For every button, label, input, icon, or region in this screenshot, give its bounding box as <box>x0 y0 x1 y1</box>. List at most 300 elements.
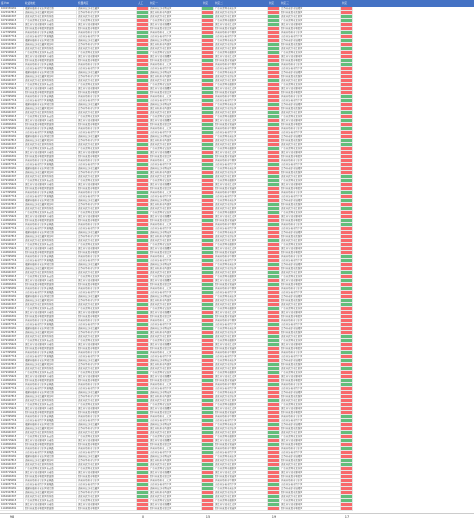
data-cell[interactable]: 浙江省宁波市鄞州区 <box>280 55 341 59</box>
data-cell[interactable]: 广东省深圳市龙岗区布吉街 <box>24 83 77 87</box>
data-cell[interactable]: 湖南省长沙市雨花区 <box>149 359 202 363</box>
data-cell[interactable]: 湖南省长沙市雨花区 <box>149 327 202 331</box>
data-cell[interactable]: 广东省深圳市宝安区 <box>149 19 202 23</box>
data-cell[interactable]: 河南省郑州市金水区花园路 <box>24 223 77 227</box>
data-cell[interactable]: 四川省成都市郫都区 <box>77 91 137 95</box>
data-cell[interactable]: 1104826391 <box>0 507 24 511</box>
data-cell[interactable]: 1062941507 <box>0 239 24 243</box>
data-cell[interactable]: 1062941507 <box>0 335 24 339</box>
data-cell[interactable]: 浙江省宁波市鄞州区首南街 <box>24 215 77 219</box>
data-cell[interactable]: 河南省郑州市二七区 <box>149 127 202 131</box>
data-cell[interactable]: 江苏省南京市鼓楼区 <box>280 327 341 331</box>
data-cell[interactable]: 1025347813 <box>0 235 24 239</box>
data-cell[interactable]: 湖南省长沙市岳麓区 <box>77 263 137 267</box>
data-cell[interactable]: 广东省深圳市南山区 <box>214 327 268 331</box>
data-cell[interactable]: 四川省成都市温江区 <box>149 507 202 511</box>
data-cell[interactable]: 1002339181 <box>0 103 24 107</box>
data-cell[interactable]: 广东省深圳市龙岗区 <box>77 179 137 183</box>
data-cell[interactable]: 山东省济南市历下区 <box>77 259 137 263</box>
data-cell[interactable]: 山东省济南市历下区泉城路 <box>24 259 77 263</box>
data-cell[interactable]: 湖北省武汉市江夏区纸坊街 <box>24 143 77 147</box>
status-cell[interactable] <box>268 507 280 511</box>
data-cell[interactable]: 浙江省宁波市鄞州区首南街 <box>24 87 77 91</box>
data-cell[interactable]: 四川省成都市武侯区 <box>280 235 341 239</box>
data-cell[interactable]: 广东省深圳市宝安区 <box>149 467 202 471</box>
data-cell[interactable]: 湖南省长沙市岳麓区 <box>77 71 137 75</box>
data-cell[interactable]: 1093715624 <box>0 407 24 411</box>
data-cell[interactable]: 四川省成都市郫都区犀浦镇 <box>24 155 77 159</box>
data-cell[interactable]: 浙江省宁波市鄞州区 <box>77 215 137 219</box>
data-cell[interactable]: 湖南省长沙市岳麓区观沙岭 <box>24 395 77 399</box>
data-cell[interactable]: 四川省成都市郫都区犀浦镇 <box>24 475 77 479</box>
data-cell[interactable]: 河南省郑州市中原区 <box>214 415 268 419</box>
data-cell[interactable]: 广东省深圳市龙岗区 <box>77 371 137 375</box>
data-cell[interactable]: 浙江省宁波市鄞州区首南街 <box>24 407 77 411</box>
data-cell[interactable]: 四川省成都市双流区 <box>214 59 268 63</box>
data-cell[interactable]: 1093715624 <box>0 471 24 475</box>
data-cell[interactable]: 湖南省长沙市雨花区 <box>149 167 202 171</box>
data-cell[interactable]: 浙江省宁波市鄞州区首南街 <box>24 23 77 27</box>
data-cell[interactable]: 山东省济南市历下区 <box>280 387 341 391</box>
data-cell[interactable]: 湖南省长沙市雨花区 <box>149 423 202 427</box>
data-cell[interactable]: 山东省济南市历下区 <box>280 227 341 231</box>
data-cell[interactable]: 四川省成都市温江区 <box>149 123 202 127</box>
data-cell[interactable]: 广东省深圳市龙岗区 <box>280 371 341 375</box>
data-cell[interactable]: 四川省成都市武侯区 <box>280 331 341 335</box>
data-cell[interactable]: 1127395082 <box>0 31 24 35</box>
data-cell[interactable]: 湖南省长沙市岳麓区观沙岭 <box>24 299 77 303</box>
data-cell[interactable]: 江苏省苏州市吴中区 <box>77 235 137 239</box>
data-cell[interactable]: 广东省深圳市龙岗区 <box>280 403 341 407</box>
data-cell[interactable]: 浙江省宁波市江北区 <box>214 311 268 315</box>
data-cell[interactable]: 河南省郑州市金水区 <box>280 383 341 387</box>
data-cell[interactable]: 浙江省宁波市海曙区 <box>149 183 202 187</box>
data-cell[interactable]: 湖北省武汉市江夏区 <box>280 495 341 499</box>
data-cell[interactable]: 广东省深圳市福田区 <box>214 275 268 279</box>
data-cell[interactable]: 1127395082 <box>0 159 24 163</box>
data-cell[interactable]: 河南省郑州市金水区 <box>280 287 341 291</box>
data-cell[interactable]: 广东省深圳市龙岗区 <box>280 307 341 311</box>
data-cell[interactable]: 河南省郑州市二七区 <box>149 319 202 323</box>
data-cell[interactable]: 山东省济南市历下区 <box>214 131 268 135</box>
data-cell[interactable]: 河南省郑州市金水区 <box>280 95 341 99</box>
data-cell[interactable]: 河南省郑州市二七区 <box>149 63 202 67</box>
data-cell[interactable]: 江苏省南京市鼓楼区 <box>280 199 341 203</box>
data-cell[interactable]: 福建省福州市仓山区城门镇 <box>24 199 77 203</box>
data-cell[interactable]: 广东省深圳市南山区 <box>214 295 268 299</box>
data-cell[interactable]: 广东省深圳市福田区 <box>214 499 268 503</box>
data-cell[interactable]: 四川省成都市郫都区 <box>280 379 341 383</box>
data-cell[interactable]: 湖北省武汉市江夏区 <box>280 463 341 467</box>
data-cell[interactable]: 1093715624 <box>0 503 24 507</box>
data-cell[interactable]: 浙江省宁波市鄞州区 <box>280 119 341 123</box>
data-cell[interactable]: 浙江省宁波市鄞州区首南街 <box>24 119 77 123</box>
data-cell[interactable]: 1079348215 <box>0 243 24 247</box>
data-cell[interactable]: 湖南省长沙市岳麓区 <box>77 7 137 11</box>
data-cell[interactable]: 湖南省长沙市雨花区 <box>149 391 202 395</box>
data-cell[interactable]: 福建省福州市仓山区城门镇 <box>24 7 77 11</box>
data-cell[interactable]: 河南省郑州市二七区 <box>149 191 202 195</box>
data-cell[interactable]: 1093715624 <box>0 55 24 59</box>
data-cell[interactable]: 湖南省长沙市岳麓区 <box>77 167 137 171</box>
data-cell[interactable]: 湖北省武汉市江夏区 <box>149 175 202 179</box>
data-cell[interactable]: 湖北省武汉市江夏区 <box>280 431 341 435</box>
data-cell[interactable]: 四川省成都市郫都区 <box>280 59 341 63</box>
data-cell[interactable]: 四川省成都市郫都区 <box>77 251 137 255</box>
data-cell[interactable]: 四川省成都市双流区 <box>214 123 268 127</box>
data-cell[interactable]: 广东省深圳市龙岗区布吉街 <box>24 435 77 439</box>
data-cell[interactable]: 河南省郑州市金水区 <box>280 159 341 163</box>
data-cell[interactable]: 1149037716 <box>0 131 24 135</box>
data-cell[interactable]: 湖南省长沙市岳麓区观沙岭 <box>24 235 77 239</box>
data-cell[interactable]: 河南省郑州市金水区花园路 <box>24 191 77 195</box>
data-cell[interactable]: 湖南省长沙市雨花区 <box>149 103 202 107</box>
data-cell[interactable]: 河南省郑州市金水区 <box>280 479 341 483</box>
data-cell[interactable]: 浙江省宁波市鄞州区 <box>280 311 341 315</box>
data-cell[interactable]: 1127395082 <box>0 191 24 195</box>
data-cell[interactable]: 河南省郑州市中原区 <box>214 447 268 451</box>
data-cell[interactable]: 湖北省武汉市江夏区 <box>214 335 268 339</box>
data-cell[interactable]: 四川省成都市郫都区犀浦镇 <box>24 443 77 447</box>
data-cell[interactable]: 浙江省宁波市鄞州区首南街 <box>24 279 77 283</box>
data-cell[interactable]: 四川省成都市双流区 <box>214 347 268 351</box>
data-cell[interactable]: 1104826391 <box>0 59 24 63</box>
data-cell[interactable]: 江苏省南京市鼓楼区 <box>280 231 341 235</box>
data-cell[interactable]: 浙江省宁波市鄞州区 <box>280 407 341 411</box>
data-cell[interactable]: 浙江省宁波市海曙区 <box>149 215 202 219</box>
data-cell[interactable]: 山东省济南市历下区泉城路 <box>24 419 77 423</box>
data-cell[interactable]: 浙江省宁波市海曙区 <box>149 343 202 347</box>
data-cell[interactable]: 湖北省武汉市江夏区 <box>214 111 268 115</box>
data-cell[interactable]: 浙江省宁波市鄞州区 <box>77 279 137 283</box>
data-cell[interactable]: 湖南省长沙市岳麓区观沙岭 <box>24 203 77 207</box>
data-cell[interactable]: 四川省成都市武侯区 <box>280 43 341 47</box>
data-cell[interactable]: 河南省郑州市金水区花园路 <box>24 127 77 131</box>
data-cell[interactable]: 广东省深圳市福田区 <box>214 307 268 311</box>
data-cell[interactable]: 河南省郑州市金水区 <box>280 127 341 131</box>
data-cell[interactable]: 福建省福州市仓山区城门镇 <box>24 167 77 171</box>
data-cell[interactable]: 湖南省长沙市岳麓区观沙岭 <box>24 11 77 15</box>
data-cell[interactable]: 江苏省苏州市吴中区 <box>77 363 137 367</box>
data-cell[interactable]: 山东省济南市历下区 <box>77 419 137 423</box>
data-cell[interactable]: 湖北省武汉市江夏区 <box>280 47 341 51</box>
data-cell[interactable]: 四川省成都市郫都区 <box>280 219 341 223</box>
data-cell[interactable]: 1062941507 <box>0 463 24 467</box>
data-cell[interactable]: 四川省成都市双流区 <box>214 155 268 159</box>
header-cell[interactable]: 判定 <box>203 2 209 5</box>
data-cell[interactable]: 湖北省武汉市江夏区纸坊街 <box>24 335 77 339</box>
data-cell[interactable]: 四川省成都市武侯区 <box>280 203 341 207</box>
data-cell[interactable]: 1093715624 <box>0 215 24 219</box>
data-cell[interactable]: 1104826391 <box>0 91 24 95</box>
data-cell[interactable]: 山东省济南市历下区 <box>149 195 202 199</box>
data-cell[interactable]: 湖北省武汉市江夏区 <box>214 463 268 467</box>
data-cell[interactable]: 河南省郑州市金水区 <box>77 383 137 387</box>
data-cell[interactable]: 湖北省武汉市江夏区纸坊街 <box>24 495 77 499</box>
data-cell[interactable]: 河南省郑州市金水区 <box>280 447 341 451</box>
data-cell[interactable]: 广东省深圳市宝安区 <box>149 435 202 439</box>
data-cell[interactable]: 四川省成都市郫都区犀浦镇 <box>24 187 77 191</box>
data-cell[interactable]: 山东省济南市历下区 <box>77 195 137 199</box>
data-cell[interactable]: 江苏省苏州市吴中区 <box>77 331 137 335</box>
data-cell[interactable]: 广东省深圳市龙岗区 <box>280 339 341 343</box>
data-cell[interactable]: 四川省成都市武侯区 <box>280 459 341 463</box>
data-cell[interactable]: 广东省深圳市龙岗区 <box>280 211 341 215</box>
data-cell[interactable]: 1079348215 <box>0 371 24 375</box>
data-cell[interactable]: 1149037716 <box>0 291 24 295</box>
data-cell[interactable]: 江苏省南京市鼓楼区 <box>280 423 341 427</box>
data-cell[interactable]: 广东省深圳市龙岗区布吉街 <box>24 403 77 407</box>
data-cell[interactable]: 山东省济南市历下区 <box>77 163 137 167</box>
data-cell[interactable]: 浙江省宁波市鄞州区 <box>77 471 137 475</box>
data-cell[interactable]: 广东省深圳市龙岗区布吉街 <box>24 211 77 215</box>
data-cell[interactable]: 湖南省长沙市岳麓区 <box>77 391 137 395</box>
data-cell[interactable]: 四川省成都市郫都区犀浦镇 <box>24 507 77 511</box>
data-cell[interactable]: 四川省成都市郫都区犀浦镇 <box>24 283 77 287</box>
data-cell[interactable]: 1079348215 <box>0 403 24 407</box>
data-cell[interactable]: 四川省成都市温江区 <box>149 155 202 159</box>
data-cell[interactable]: 湖北省武汉市江夏区 <box>214 367 268 371</box>
data-cell[interactable]: 四川省成都市双流区 <box>214 507 268 511</box>
data-cell[interactable]: 浙江省宁波市鄞州区 <box>77 311 137 315</box>
data-cell[interactable]: 1002339181 <box>0 359 24 363</box>
data-cell[interactable]: 山东省济南市历下区泉城路 <box>24 387 77 391</box>
data-cell[interactable]: 四川省成都市武侯区 <box>280 267 341 271</box>
data-cell[interactable]: 四川省成都市郫都区 <box>77 59 137 63</box>
data-cell[interactable]: 山东省济南市历下区泉城路 <box>24 451 77 455</box>
data-cell[interactable]: 浙江省宁波市江北区 <box>214 55 268 59</box>
data-cell[interactable]: 四川省成都市郫都区 <box>77 347 137 351</box>
data-cell[interactable]: 湖南省长沙市岳麓区 <box>77 295 137 299</box>
data-cell[interactable]: 河南省郑州市中原区 <box>214 479 268 483</box>
data-cell[interactable]: 四川省成都市郫都区犀浦镇 <box>24 347 77 351</box>
data-cell[interactable]: 浙江省杭州市西湖区 <box>149 11 202 15</box>
data-cell[interactable]: 四川省成都市双流区 <box>214 219 268 223</box>
data-cell[interactable]: 四川省成都市双流区 <box>214 91 268 95</box>
data-cell[interactable]: 山东省济南市历下区 <box>280 323 341 327</box>
data-cell[interactable]: 河南省郑州市中原区 <box>214 255 268 259</box>
data-cell[interactable]: 湖南省长沙市雨花区 <box>149 39 202 43</box>
data-cell[interactable]: 1104826391 <box>0 155 24 159</box>
data-cell[interactable]: 山东省济南市历下区 <box>280 451 341 455</box>
data-cell[interactable]: 湖北省武汉市洪山区 <box>214 331 268 335</box>
data-cell[interactable]: 江苏省南京市鼓楼区 <box>280 487 341 491</box>
data-cell[interactable]: 湖北省武汉市江夏区 <box>214 79 268 83</box>
data-cell[interactable]: 福建省福州市仓山区城门镇 <box>24 39 77 43</box>
data-cell[interactable]: 湖南省长沙市雨花区 <box>149 7 202 11</box>
data-cell[interactable]: 浙江省宁波市鄞州区 <box>77 151 137 155</box>
data-cell[interactable]: 河南省郑州市金水区 <box>77 319 137 323</box>
data-cell[interactable]: 广东省深圳市南山区 <box>214 135 268 139</box>
data-cell[interactable]: 湖南省长沙市岳麓区 <box>77 231 137 235</box>
data-cell[interactable]: 广东省深圳市龙岗区 <box>77 467 137 471</box>
status-cell[interactable] <box>202 507 214 511</box>
data-cell[interactable]: 1104826391 <box>0 379 24 383</box>
data-cell[interactable]: 广东省深圳市宝安区 <box>149 371 202 375</box>
data-cell[interactable]: 江苏省南京市鼓楼区 <box>280 263 341 267</box>
data-cell[interactable]: 浙江省杭州市西湖区 <box>149 363 202 367</box>
data-cell[interactable]: 1127395082 <box>0 255 24 259</box>
data-cell[interactable]: 河南省郑州市金水区花园路 <box>24 415 77 419</box>
data-cell[interactable]: 福建省福州市仓山区城门镇 <box>24 295 77 299</box>
data-cell[interactable]: 湖北省武汉市江夏区纸坊街 <box>24 367 77 371</box>
data-cell[interactable]: 浙江省宁波市鄞州区 <box>77 343 137 347</box>
data-cell[interactable]: 浙江省杭州市西湖区 <box>149 427 202 431</box>
data-cell[interactable]: 四川省成都市郫都区 <box>77 379 137 383</box>
data-cell[interactable]: 湖南省长沙市岳麓区 <box>77 135 137 139</box>
data-cell[interactable]: 江苏省苏州市吴中区 <box>77 171 137 175</box>
data-cell[interactable]: 湖北省武汉市江夏区 <box>77 335 137 339</box>
data-cell[interactable]: 河南省郑州市金水区花园路 <box>24 31 77 35</box>
data-cell[interactable]: 1127395082 <box>0 319 24 323</box>
data-cell[interactable]: 四川省成都市温江区 <box>149 219 202 223</box>
data-cell[interactable]: 江苏省苏州市吴中区 <box>77 11 137 15</box>
data-cell[interactable]: 湖北省武汉市江夏区 <box>280 143 341 147</box>
data-cell[interactable]: 广东省深圳市龙岗区 <box>280 243 341 247</box>
data-cell[interactable]: 1002339181 <box>0 39 24 43</box>
data-cell[interactable]: 湖北省武汉市江夏区 <box>280 207 341 211</box>
data-cell[interactable]: 浙江省宁波市鄞州区 <box>280 23 341 27</box>
data-cell[interactable]: 1104826391 <box>0 219 24 223</box>
data-cell[interactable]: 浙江省杭州市西湖区 <box>149 75 202 79</box>
header-cell[interactable]: 人工 <box>138 2 144 5</box>
data-cell[interactable]: 四川省成都市郫都区 <box>280 315 341 319</box>
data-cell[interactable]: 1127395082 <box>0 383 24 387</box>
data-cell[interactable]: 湖北省武汉市江夏区 <box>280 79 341 83</box>
data-cell[interactable]: 1104826391 <box>0 251 24 255</box>
data-cell[interactable]: 河南省郑州市金水区 <box>280 223 341 227</box>
data-cell[interactable]: 江苏省南京市鼓楼区 <box>280 103 341 107</box>
data-cell[interactable]: 四川省成都市郫都区 <box>280 123 341 127</box>
data-cell[interactable]: 广东省深圳市宝安区 <box>149 275 202 279</box>
data-cell[interactable]: 江苏省南京市鼓楼区 <box>280 391 341 395</box>
data-cell[interactable]: 湖北省武汉市江夏区 <box>149 303 202 307</box>
data-cell[interactable]: 四川省成都市武侯区 <box>280 107 341 111</box>
data-cell[interactable]: 湖北省武汉市江夏区 <box>214 15 268 19</box>
data-cell[interactable]: 福建省福州市仓山区城门镇 <box>24 487 77 491</box>
data-cell[interactable]: 四川省成都市武侯区 <box>280 11 341 15</box>
data-cell[interactable]: 湖北省武汉市江夏区纸坊街 <box>24 111 77 115</box>
data-cell[interactable]: 广东省深圳市龙岗区 <box>77 339 137 343</box>
data-cell[interactable]: 1093715624 <box>0 279 24 283</box>
data-cell[interactable]: 山东省济南市历下区 <box>280 67 341 71</box>
data-cell[interactable]: 1002339181 <box>0 71 24 75</box>
data-cell[interactable]: 湖北省武汉市江夏区 <box>214 303 268 307</box>
data-cell[interactable]: 湖南省长沙市雨花区 <box>149 295 202 299</box>
data-cell[interactable]: 山东省济南市历下区 <box>149 451 202 455</box>
data-cell[interactable]: 湖北省武汉市江夏区 <box>77 271 137 275</box>
data-cell[interactable]: 山东省济南市历下区泉城路 <box>24 131 77 135</box>
data-cell[interactable]: 山东省济南市历下区泉城路 <box>24 355 77 359</box>
data-cell[interactable]: 1025347813 <box>0 299 24 303</box>
data-cell[interactable]: 山东省济南市历下区 <box>280 131 341 135</box>
data-cell[interactable]: 湖南省长沙市雨花区 <box>149 231 202 235</box>
data-cell[interactable]: 山东省济南市历下区 <box>214 451 268 455</box>
data-cell[interactable]: 湖北省武汉市江夏区纸坊街 <box>24 271 77 275</box>
data-cell[interactable]: 1079348215 <box>0 211 24 215</box>
data-cell[interactable]: 四川省成都市郫都区犀浦镇 <box>24 379 77 383</box>
data-cell[interactable]: 广东省深圳市宝安区 <box>149 307 202 311</box>
data-cell[interactable]: 湖北省武汉市洪山区 <box>214 395 268 399</box>
header-cell[interactable]: 判定二 <box>215 2 223 5</box>
data-cell[interactable]: 1093715624 <box>0 183 24 187</box>
data-cell[interactable]: 广东省深圳市龙岗区 <box>77 403 137 407</box>
data-cell[interactable]: 1104826391 <box>0 187 24 191</box>
data-cell[interactable]: 山东省济南市历下区 <box>280 483 341 487</box>
data-cell[interactable]: 1093715624 <box>0 119 24 123</box>
data-cell[interactable]: 山东省济南市历下区 <box>214 195 268 199</box>
data-cell[interactable]: 湖北省武汉市江夏区纸坊街 <box>24 47 77 51</box>
data-cell[interactable]: 浙江省杭州市西湖区 <box>149 107 202 111</box>
data-cell[interactable]: 浙江省杭州市西湖区 <box>149 43 202 47</box>
data-cell[interactable]: 广东省深圳市南山区 <box>214 199 268 203</box>
data-cell[interactable]: 湖北省武汉市江夏区 <box>149 367 202 371</box>
data-cell[interactable]: 浙江省宁波市鄞州区 <box>77 503 137 507</box>
data-cell[interactable]: 浙江省宁波市鄞州区首南街 <box>24 55 77 59</box>
data-cell[interactable]: 湖北省武汉市江夏区 <box>280 111 341 115</box>
data-cell[interactable]: 山东省济南市历下区 <box>149 163 202 167</box>
data-cell[interactable]: 山东省济南市历下区泉城路 <box>24 163 77 167</box>
data-cell[interactable]: 浙江省杭州市西湖区 <box>149 299 202 303</box>
data-cell[interactable]: 广东省深圳市南山区 <box>214 455 268 459</box>
data-cell[interactable]: 江苏省南京市鼓楼区 <box>280 71 341 75</box>
data-cell[interactable]: 四川省成都市温江区 <box>149 347 202 351</box>
data-cell[interactable]: 湖北省武汉市江夏区纸坊街 <box>24 175 77 179</box>
data-cell[interactable]: 浙江省宁波市鄞州区首南街 <box>24 471 77 475</box>
data-cell[interactable]: 山东省济南市历下区泉城路 <box>24 67 77 71</box>
data-cell[interactable]: 广东省深圳市龙岗区 <box>280 179 341 183</box>
data-cell[interactable]: 河南省郑州市二七区 <box>149 415 202 419</box>
data-cell[interactable]: 山东省济南市历下区 <box>77 355 137 359</box>
data-cell[interactable]: 四川省成都市武侯区 <box>280 139 341 143</box>
data-cell[interactable]: 湖北省武汉市江夏区纸坊街 <box>24 399 77 403</box>
data-cell[interactable]: 山东省济南市历下区 <box>149 355 202 359</box>
data-cell[interactable]: 湖北省武汉市江夏区 <box>214 431 268 435</box>
data-cell[interactable]: 湖南省长沙市雨花区 <box>149 487 202 491</box>
data-cell[interactable]: 山东省济南市历下区 <box>280 163 341 167</box>
data-cell[interactable]: 1025347813 <box>0 171 24 175</box>
data-cell[interactable]: 山东省济南市历下区 <box>214 291 268 295</box>
data-cell[interactable]: 1062941507 <box>0 79 24 83</box>
data-cell[interactable]: 河南省郑州市金水区 <box>77 351 137 355</box>
data-cell[interactable]: 湖北省武汉市江夏区 <box>77 463 137 467</box>
data-cell[interactable]: 1002339181 <box>0 455 24 459</box>
data-cell[interactable]: 山东省济南市历下区 <box>77 131 137 135</box>
data-cell[interactable]: 湖北省武汉市洪山区 <box>214 491 268 495</box>
data-cell[interactable]: 四川省成都市双流区 <box>214 315 268 319</box>
data-cell[interactable]: 1149037716 <box>0 195 24 199</box>
data-cell[interactable]: 广东省深圳市宝安区 <box>149 211 202 215</box>
data-cell[interactable]: 河南省郑州市金水区 <box>77 287 137 291</box>
data-cell[interactable]: 广东省深圳市龙岗区布吉街 <box>24 467 77 471</box>
data-cell[interactable]: 河南省郑州市中原区 <box>214 127 268 131</box>
data-cell[interactable]: 广东省深圳市龙岗区布吉街 <box>24 499 77 503</box>
data-cell[interactable]: 湖北省武汉市江夏区 <box>77 175 137 179</box>
data-cell[interactable]: 广东省深圳市南山区 <box>214 7 268 11</box>
header-cell[interactable]: 判定三 <box>281 2 289 5</box>
data-cell[interactable]: 浙江省宁波市江北区 <box>214 151 268 155</box>
data-cell[interactable]: 1127395082 <box>0 447 24 451</box>
data-cell[interactable]: 1025347813 <box>0 459 24 463</box>
data-cell[interactable]: 湖北省武汉市江夏区 <box>280 175 341 179</box>
data-cell[interactable]: 四川省成都市郫都区 <box>280 443 341 447</box>
data-cell[interactable]: 山东省济南市历下区 <box>280 291 341 295</box>
data-cell[interactable]: 浙江省宁波市鄞州区首南街 <box>24 439 77 443</box>
data-cell[interactable]: 1025347813 <box>0 491 24 495</box>
data-cell[interactable]: 1025347813 <box>0 43 24 47</box>
data-cell[interactable]: 1149037716 <box>0 419 24 423</box>
data-cell[interactable]: 四川省成都市郫都区犀浦镇 <box>24 219 77 223</box>
